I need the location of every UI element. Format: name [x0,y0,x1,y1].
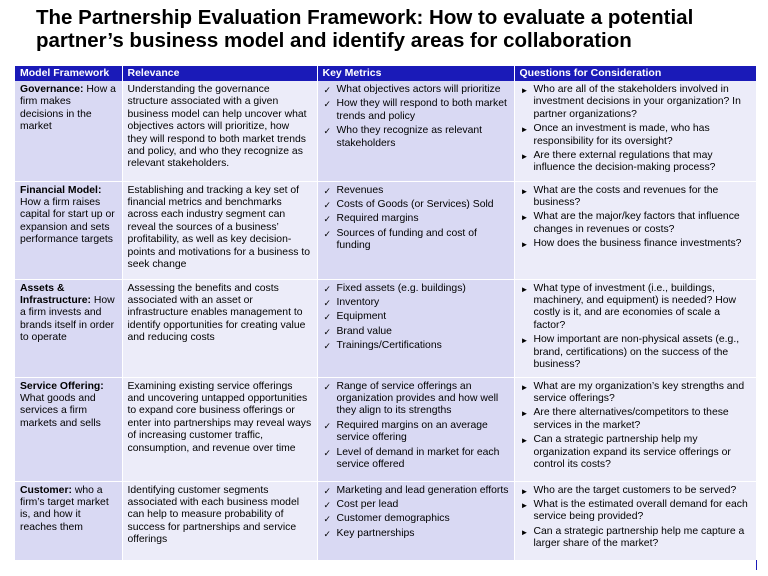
model-name: Service Offering: [20,380,104,392]
questions-list [520,185,751,251]
check-icon: ✓ [323,214,332,225]
table-row [15,377,756,481]
relevance-cell: Examining existing service offerings and uncovering untapped opportunities to expand core business offerings or enter into partnerships may reveal ways of increasing customer traffic, consumption, and revenue over time [122,377,317,481]
check-icon: ✓ [323,297,332,308]
check-icon: ✓ [323,283,332,294]
question-text: Are there alternatives/competitors to these services in the market? [533,407,729,431]
list-item [520,485,751,497]
metric-text: Customer demographics [336,513,450,525]
list-item [323,199,509,211]
list-item [520,499,751,524]
bullet-arrow-icon: ► [520,527,529,537]
question-text: What are the costs and revenues for the business? [533,184,719,208]
table-row [15,279,756,377]
list-item [323,485,509,497]
page-title [36,6,756,52]
header-key-metrics: Key Metrics [317,66,514,81]
metrics-list [323,381,509,472]
check-icon: ✓ [323,185,332,196]
question-text: Are there external regulations that may influence the decision-making process? [533,150,716,174]
bullet-arrow-icon: ► [520,284,529,294]
metric-text: Required margins on an average service offering [336,419,488,444]
questions-list [520,381,751,472]
bullet-arrow-icon: ► [520,240,529,250]
metric-text: Key partnerships [336,527,415,539]
questions-cell [514,481,756,560]
check-icon: ✓ [323,126,332,137]
bullet-arrow-icon: ► [520,382,529,392]
list-item [323,326,509,338]
relevance-cell: Establishing and tracking a key set of financial metrics and benchmarks across each industry segment can reveal the sources of a business’ profitability, as well as key decision-points and motivations for a business to seek change [122,181,317,279]
metric-text: Fixed assets (e.g. buildings) [336,282,466,294]
list-item [323,340,509,352]
list-item [323,98,509,123]
model-description: who a firm’s target market is, and how it reaches them [20,484,109,533]
list-item [520,211,751,236]
list-item [323,125,509,150]
check-icon: ✓ [323,514,332,525]
metrics-list [323,84,509,150]
metric-text: Inventory [336,296,380,308]
relevance-cell: Understanding the governance structure associated with a given business model can help uncover what objectives actors will prioritize, how they will respond to both market trends and policy, and who they recognize as relevant stakeholders. [122,81,317,181]
metric-text: Marketing and lead generation efforts [336,484,509,496]
list-item [520,334,751,371]
bullet-arrow-icon: ► [520,152,529,162]
list-item [323,513,509,525]
list-item [520,283,751,333]
title-line-2: partner’s business model and identify areas for collaboration [36,29,632,52]
list-item [520,407,751,432]
check-icon: ✓ [323,199,332,210]
header-relevance: Relevance [122,66,317,81]
model-name: Assets & Infrastructure: [20,282,92,306]
bullet-arrow-icon: ► [520,186,529,196]
metrics-list [323,485,509,541]
title-line-1: The Partnership Evaluation Framework: How to evaluate a potential [36,6,694,29]
check-icon: ✓ [323,499,332,510]
model-framework-cell [15,81,122,181]
list-item [323,84,509,96]
question-text: Can a strategic partnership help me capture a larger share of the market? [533,525,745,550]
questions-list [520,84,751,175]
list-item [323,420,509,445]
relevance-cell: Identifying customer segments associated with each business model can help to measure probability of success for partnerships and service offerings [122,481,317,560]
bullet-arrow-icon: ► [520,486,529,496]
list-item [520,434,751,471]
metric-text: Required margins [336,213,419,225]
list-item [323,185,509,197]
metric-text: Sources of funding and cost of funding [336,227,477,252]
framework-table [15,66,757,561]
questions-list [520,485,751,551]
model-framework-cell [15,279,122,377]
metrics-list [323,185,509,253]
question-text: What are my organization’s key strengths and service offerings? [533,380,745,404]
model-name: Governance: [20,84,84,95]
header-questions: Questions for Consideration [514,66,756,81]
metric-text: Equipment [336,311,387,323]
key-metrics-cell [317,279,514,377]
check-icon: ✓ [323,228,332,239]
key-metrics-cell [317,181,514,279]
questions-cell [514,181,756,279]
check-icon: ✓ [323,485,332,496]
table-header-row [15,66,756,81]
metric-text: Revenues [336,184,384,196]
list-item [520,238,751,250]
questions-cell [514,279,756,377]
model-description: What goods and services a firm markets and sells [20,392,101,429]
list-item [323,381,509,418]
metric-text: Level of demand in market for each service offered [336,446,500,470]
table-row [15,81,756,181]
question-text: How does the business finance investments? [533,238,742,250]
model-framework-cell [15,481,122,560]
metric-text: Who they recognize as relevant stakeholders [336,125,483,149]
question-text: Once an investment is made, who has responsibility for its oversight? [533,123,710,147]
question-text: Who are the target customers to be served? [533,484,737,496]
metric-text: What objectives actors will prioritize [336,84,501,95]
list-item [323,447,509,472]
model-description: How a firm invests and brands itself in order to operate [20,294,115,344]
bullet-arrow-icon: ► [520,336,529,346]
metric-text: Brand value [336,325,392,337]
list-item [520,526,751,551]
list-item [520,150,751,175]
check-icon: ✓ [323,447,332,458]
list-item [323,283,509,295]
question-text: What type of investment (i.e., buildings, machinery, and equipment) is needed? How costly is it, and are economies of scale a factor? [533,282,737,331]
metric-text: Cost per lead [336,498,399,510]
check-icon: ✓ [323,381,332,392]
model-description: How a firm makes decisions in the market [20,84,116,133]
questions-cell [514,377,756,481]
bullet-arrow-icon: ► [520,213,529,223]
check-icon: ✓ [323,341,332,352]
key-metrics-cell [317,81,514,181]
list-item [323,228,509,253]
list-item [323,499,509,511]
bullet-arrow-icon: ► [520,86,529,95]
metric-text: Range of service offerings an organization provides and how well they align to its strengths [336,380,499,417]
model-description: How a firm raises capital for start up or expansion and sets performance targets [20,196,115,246]
bullet-arrow-icon: ► [520,436,529,446]
check-icon: ✓ [323,326,332,337]
model-framework-cell [15,377,122,481]
model-name: Financial Model: [20,184,102,196]
question-text: Who are all of the stakeholders involved in investment decisions in your organization? In partner organizations? [533,84,741,120]
table-row [15,481,756,560]
model-name: Customer: [20,484,72,496]
header-model-framework: Model Framework [15,66,122,81]
check-icon: ✓ [323,420,332,431]
question-text: Can a strategic partnership help my organization expand its service offerings or control its costs? [533,434,731,470]
questions-cell [514,81,756,181]
list-item [520,84,751,121]
edge-mark [756,560,757,570]
bullet-arrow-icon: ► [520,500,529,510]
question-text: What are the major/key factors that influence changes in revenues or costs? [533,211,740,235]
bullet-arrow-icon: ► [520,125,529,135]
metric-text: How they will respond to both market trends and policy [336,98,507,122]
metric-text: Trainings/Certifications [336,340,442,352]
metric-text: Costs of Goods (or Services) Sold [336,198,494,210]
relevance-cell: Assessing the benefits and costs associated with an asset or infrastructure enables management to identify opportunities for creating value and reducing costs [122,279,317,377]
question-text: How important are non-physical assets (e.g., brand, certifications) on the success of the business? [533,334,740,370]
bullet-arrow-icon: ► [520,409,529,419]
list-item [323,528,509,540]
key-metrics-cell [317,377,514,481]
check-icon: ✓ [323,528,332,539]
metrics-list [323,283,509,353]
model-framework-cell [15,181,122,279]
check-icon: ✓ [323,85,332,95]
table-row [15,181,756,279]
list-item [520,123,751,148]
list-item [323,297,509,309]
list-item [520,381,751,406]
list-item [323,311,509,323]
key-metrics-cell [317,481,514,560]
question-text: What is the estimated overall demand for each service being provided? [533,498,748,523]
list-item [520,185,751,210]
check-icon: ✓ [323,99,332,110]
questions-list [520,283,751,372]
table-body [15,81,756,560]
check-icon: ✓ [323,312,332,323]
list-item [323,213,509,225]
